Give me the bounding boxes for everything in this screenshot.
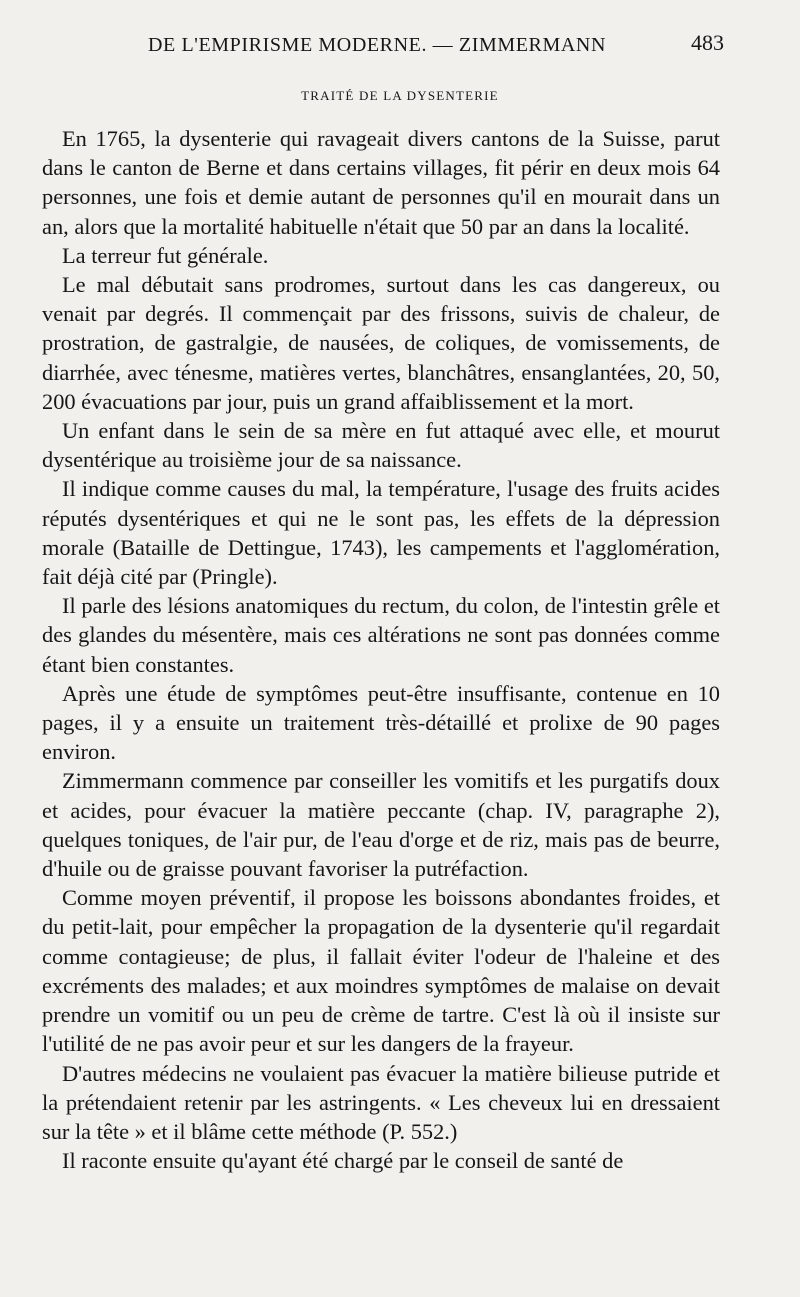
paragraph: En 1765, la dysenterie qui ravageait divers cantons de la Suisse, parut dans le canton de Berne et dans certains villages, fit périr en deux mois 64 personnes, une fois et demie autant de personnes qu'il en mourait dans un an, alors que la mortalité habituelle n'était que 50 par an dans la localité. xyxy=(42,126,720,239)
paragraph: Un enfant dans le sein de sa mère en fut attaqué avec elle, et mourut dysentérique au troisième jour de sa naissance. xyxy=(42,418,720,473)
section-title: TRAITÉ DE LA DYSENTERIE xyxy=(301,88,499,103)
paragraph: Zimmermann commence par conseiller les vomitifs et les purgatifs doux et acides, pour évacuer la matière peccante (chap. IV, paragraphe 2), quelques toniques, de l'air pur, de l'eau d'orge et de riz, mais pas de beurre, d'huile ou de graisse pouvant favoriser la putréfaction. xyxy=(42,768,720,882)
body-text xyxy=(42,124,720,1175)
page-number: 483 xyxy=(691,30,724,55)
paragraph: Après une étude de symptômes peut-être insuffisante, contenue en 10 pages, il y a ensuite un traitement très-détaillé et prolixe de 90 pages environ. xyxy=(42,680,720,765)
paragraph: Il parle des lésions anatomiques du rectum, du colon, de l'intestin grêle et des glandes du mésentère, mais ces altérations ne sont pas données comme étant bien constantes. xyxy=(42,593,720,677)
paragraph: Il indique comme causes du mal, la température, l'usage des fruits acides réputés dysentériques et qui ne le sont pas, les effets de la dépression morale (Bataille de Dettingue, 1743), les campements et l'agglomération, fait déjà cité par (Pringle). xyxy=(42,476,720,590)
running-header xyxy=(60,30,730,64)
paragraph: Il raconte ensuite qu'ayant été chargé par le conseil de santé de xyxy=(62,1148,624,1174)
paragraph: Le mal débutait sans prodromes, surtout dans les cas dangereux, ou venait par degrés. Il commençait par des frissons, suivis de chaleur, de prostration, de gastralgie, de nausées, de coliques, de vomissements, de diarrhée, avec ténesme, matières vertes, blanchâtres, ensanglantées, 20, 50, 200 évacuations par jour, puis un grand affaiblissement et la mort. xyxy=(42,272,720,414)
paragraph: D'autres médecins ne voulaient pas évacuer la matière bilieuse putride et la prétendaient retenir par les astringents. « Les cheveux lui en dressaient sur la tête » et il blâme cette méthode (P. 552.) xyxy=(42,1060,720,1144)
running-title: DE L'EMPIRISME MODERNE. — ZIMMERMANN xyxy=(148,34,606,56)
paragraph: La terreur fut générale. xyxy=(62,242,269,268)
paragraph: Comme moyen préventif, il propose les boissons abondantes froides, et du petit-lait, pour empêcher la propagation de la dysenterie qu'il regardait comme contagieuse; de plus, il fallait éviter l'odeur de l'haleine et des excréments des malades; et aux moindres symptômes de malaise on devait prendre un vomitif ou un peu de crème de tartre. C'est là où il insiste sur l'utilité de ne pas avoir peur et sur les dangers de la frayeur. xyxy=(42,885,720,1057)
